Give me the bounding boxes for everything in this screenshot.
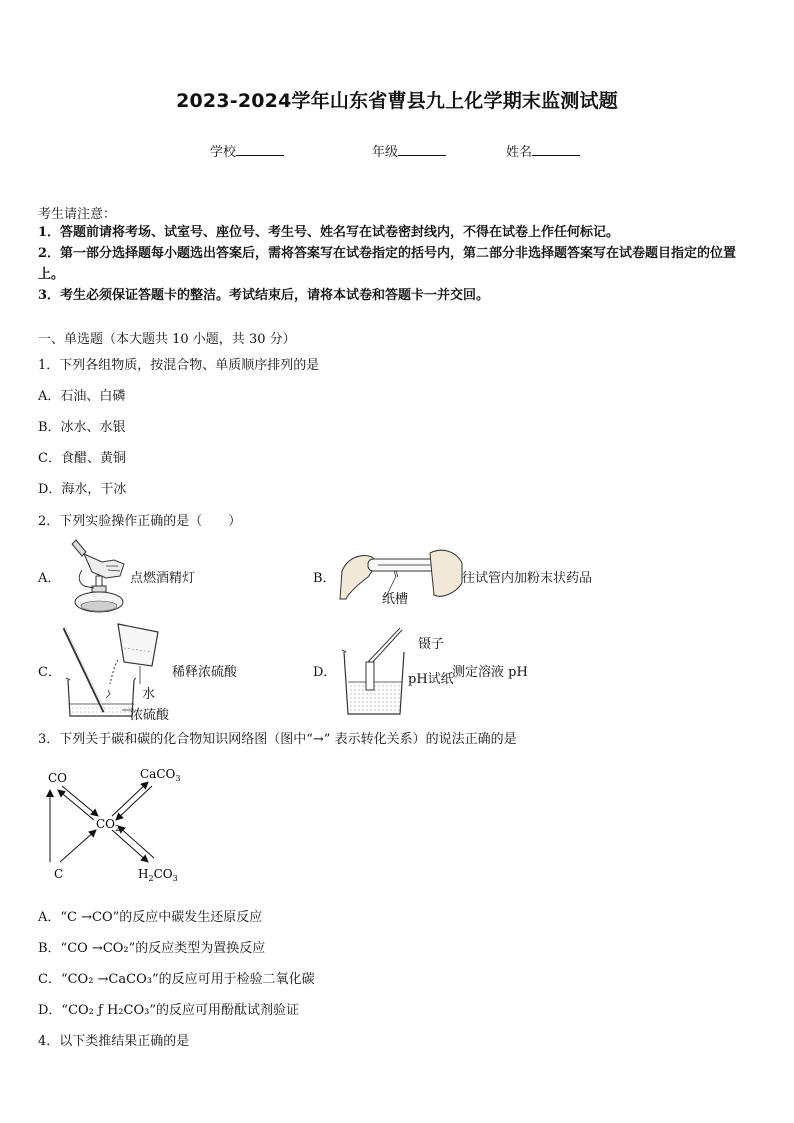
notice-item-2: 2．第一部分选择题每小题选出答案后，需将答案写在试卷指定的括号内，第二部分非选择题答案写在试卷题目指定的位置上。 — [38, 246, 737, 282]
q3-option-b[interactable]: B．“CO →CO₂”的反应类型为置换反应 — [38, 941, 266, 956]
notice-heading: 考生请注意： — [38, 207, 117, 222]
arrow-co2-to-co — [58, 790, 94, 820]
arrow-caco3-to-co2 — [116, 786, 152, 820]
q2-option-c-label-water: 水 — [142, 687, 156, 702]
q2-option-c-caption: 稀释浓硫酸 — [172, 665, 238, 680]
q3-option-d[interactable]: D．“CO₂ ƒ H₂CO₃”的反应可用酚酞试剂验证 — [38, 1003, 299, 1018]
arrow-co-to-co2 — [62, 786, 98, 816]
q1-option-a[interactable]: A．石油、白磷 — [38, 389, 126, 404]
node-co2: $CO_2$ — [96, 817, 121, 833]
q2-option-b-letter[interactable]: B． — [313, 571, 336, 586]
notice-item-3: 3．考生必须保证答题卡的整洁。考试结束后，请将本试卷和答题卡一并交回。 — [38, 288, 490, 303]
alcohol-lamp-figure — [58, 536, 134, 616]
q3-option-c[interactable]: C．“CO₂ →CaCO₃”的反应可用于检验二氧化碳 — [38, 972, 315, 987]
name-field — [506, 141, 580, 160]
q4-stem: 4．以下类推结果正确的是 — [38, 1034, 190, 1049]
q2-option-b-caption: 往试管内加粉末状药品 — [462, 571, 593, 586]
grade-blank[interactable] — [398, 143, 446, 156]
node-caco3: CaCO$_3$ — [140, 767, 181, 783]
q1-stem: 1．下列各组物质，按混合物、单质顺序排列的是 — [38, 358, 320, 373]
notice-item-1: 1．答题前请将考场、试室号、座位号、考生号、姓名写在试卷密封线内，不得在试卷上作任何标记。 — [38, 225, 620, 240]
q2-option-a-caption: 点燃酒精灯 — [130, 571, 196, 586]
carbon-network-diagram — [40, 760, 200, 888]
node-c: C — [54, 867, 64, 881]
q2-option-d-label-tweezers: 镊子 — [418, 637, 445, 652]
ph-test-figure — [340, 626, 410, 716]
q2-stem: 2．下列实验操作正确的是（ ） — [38, 514, 242, 529]
arrow-c-to-co2 — [60, 830, 96, 862]
q1-option-c[interactable]: C．食醋、黄铜 — [38, 451, 126, 466]
arrow-co2-to-h2co3 — [112, 830, 148, 862]
school-field — [210, 141, 284, 160]
name-blank[interactable] — [532, 143, 580, 156]
name-label: 姓名 — [506, 145, 533, 160]
section-heading: 一、单选题（本大题共 10 小题，共 30 分） — [38, 332, 296, 347]
grade-label: 年级 — [372, 145, 399, 160]
school-label: 学校 — [210, 145, 237, 160]
grade-field — [372, 141, 446, 160]
q2-option-a-letter[interactable]: A． — [38, 571, 61, 586]
q1-option-d[interactable]: D．海水，干冰 — [38, 482, 127, 497]
q3-stem: 3．下列关于碳和碳的化合物知识网络图（图中“→” 表示转化关系）的说法正确的是 — [38, 732, 517, 747]
q2-option-c-letter[interactable]: C． — [38, 665, 61, 680]
q2-option-d-caption: 测定溶液 pH — [452, 665, 528, 680]
arrow-co2-to-caco3 — [112, 782, 148, 816]
q2-option-d-label-paper: pH试纸 — [408, 672, 454, 687]
q2-option-d-letter[interactable]: D． — [313, 665, 337, 680]
q1-option-b[interactable]: B．冰水、水银 — [38, 420, 126, 435]
q3-option-a[interactable]: A．“C →CO”的反应中碳发生还原反应 — [38, 910, 263, 925]
q2-option-c-label-acid: 浓硫酸 — [130, 708, 170, 723]
q2-option-b-label-paper: 纸槽 — [382, 592, 409, 607]
page-title: 2023-2024学年山东省曹县九上化学期末监测试题 — [176, 90, 618, 112]
arrow-h2co3-to-co2 — [118, 826, 154, 858]
node-h2co3: $H_2CO_3$ — [138, 867, 178, 883]
node-co: CO — [48, 771, 68, 785]
school-blank[interactable] — [236, 143, 284, 156]
